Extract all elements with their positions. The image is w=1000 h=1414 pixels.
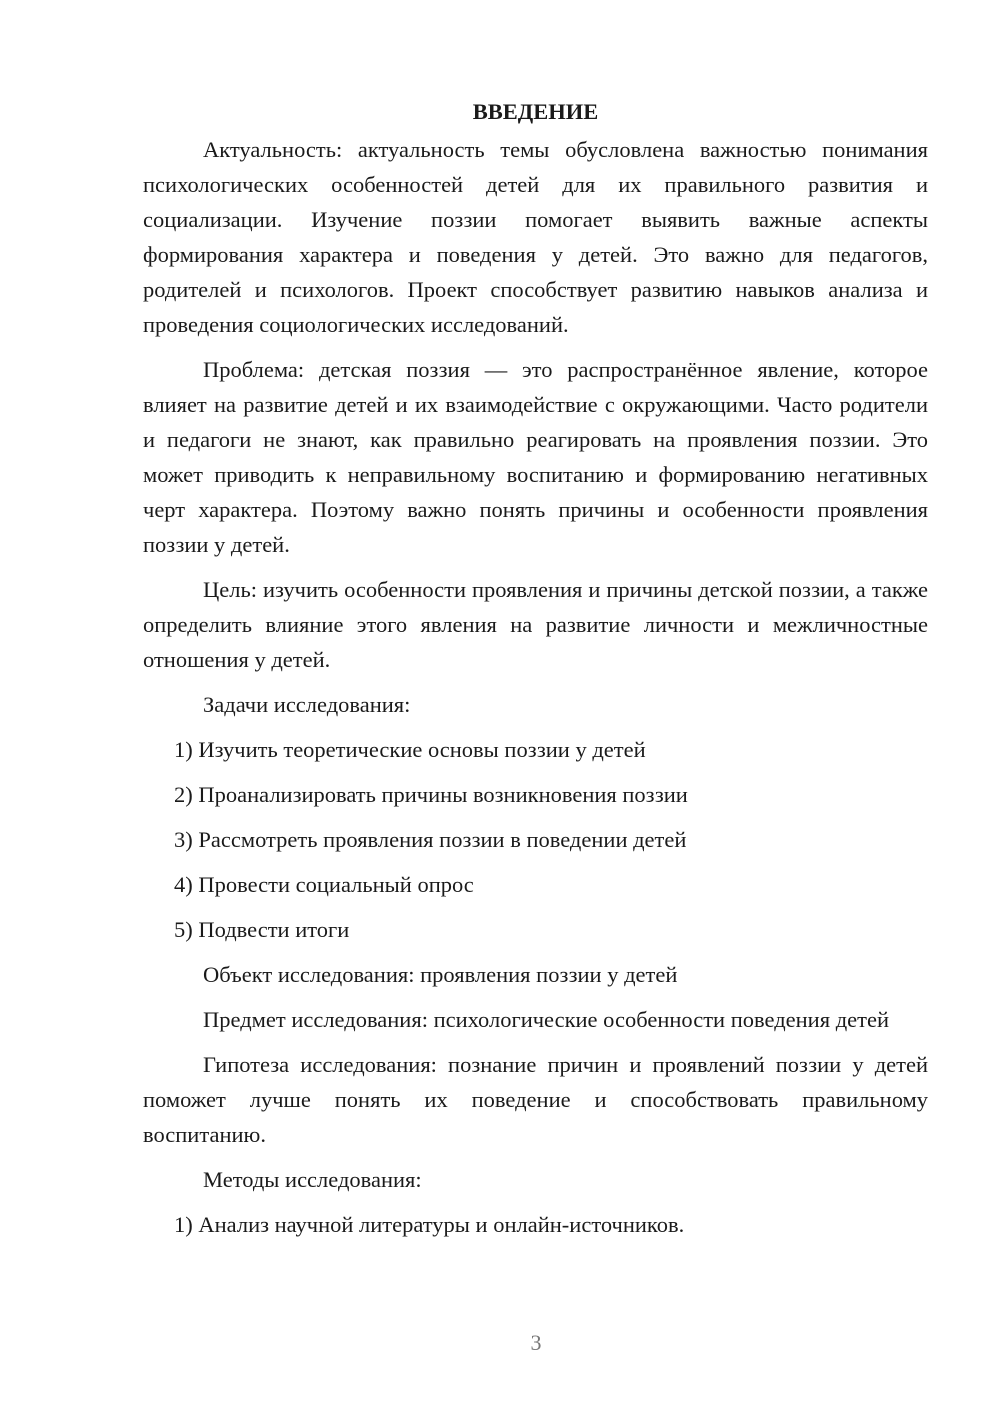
methods-heading: Методы исследования: — [203, 1167, 422, 1192]
page-title: ВВЕДЕНИЕ — [472, 99, 599, 124]
document-page — [143, 92, 928, 1252]
task-item: 5) Подвести итоги — [174, 917, 350, 942]
relevance-paragraph: Актуальность: актуальность темы обусловлена важностью понимания психологических особенностей детей для их правильного развития и социализации. Изучение поззии помогает выявить важные аспекты формирования характера и поведения у детей. Это важно для педагогов, родителей и психологов. Проект способствует развитию навыков анализа и проведения социологических исследований. — [143, 137, 928, 337]
problem-paragraph: Проблема: детская поззия — это распространённое явление, которое влияет на развитие детей и их взаимодействие с окружающими. Часто родители и педагоги не знают, как правильно реагировать на проявления поззии. Это может приводить к неправильному воспитанию и формированию негативных черт характера. Поэтому важно понять причины и особенности проявления поззии у детей. — [143, 357, 928, 557]
task-item: 1) Изучить теоретические основы поззии у детей — [174, 737, 646, 762]
task-item: 4) Провести социальный опрос — [174, 872, 474, 897]
subject-paragraph: Предмет исследования: психологические особенности поведения детей — [203, 1007, 889, 1032]
page-number: 3 — [530, 1330, 542, 1355]
hypothesis-paragraph: Гипотеза исследования: познание причин и проявлений поззии у детей поможет лучше понять их поведение и способствовать правильному воспитанию. — [143, 1052, 928, 1147]
task-item: 3) Рассмотреть проявления поззии в поведении детей — [174, 827, 687, 852]
task-item: 2) Проанализировать причины возникновения поззии — [174, 782, 688, 807]
tasks-heading: Задачи исследования: — [203, 692, 411, 717]
goal-paragraph: Цель: изучить особенности проявления и причины детской поззии, а также определить влияние этого явления на развитие личности и межличностные отношения у детей. — [143, 577, 928, 672]
method-item: 1) Анализ научной литературы и онлайн-источников. — [174, 1212, 685, 1237]
object-paragraph: Объект исследования: проявления поззии у детей — [203, 962, 678, 987]
